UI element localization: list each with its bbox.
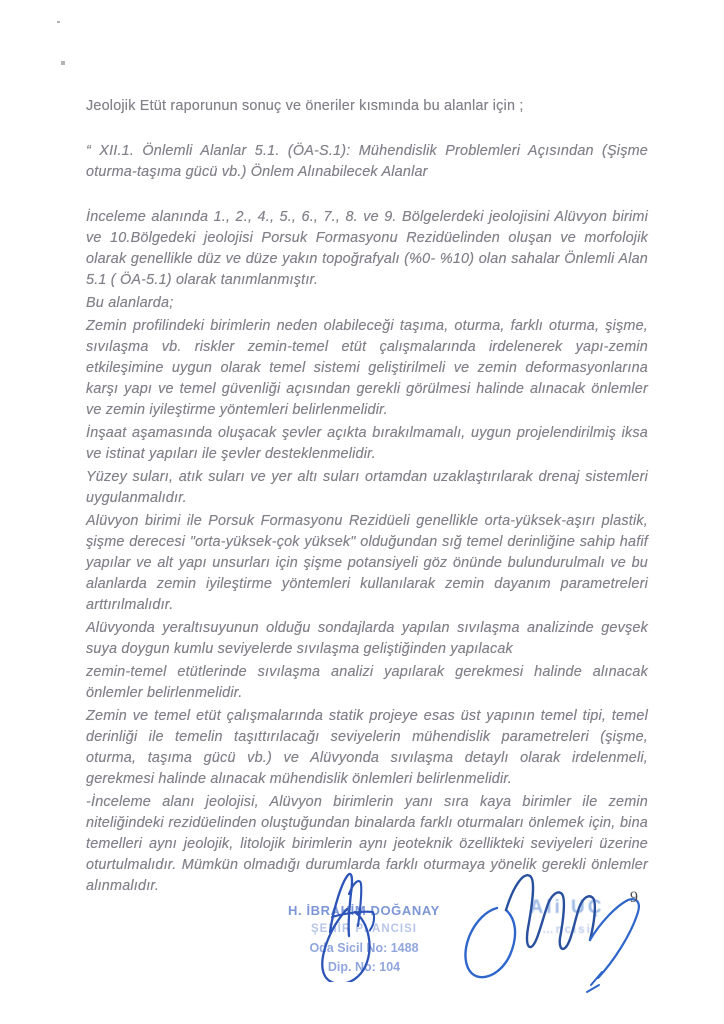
stamp-left-registry: Oda Sicil No: 1488 <box>309 941 419 955</box>
body-paragraph: Bu alanlarda; <box>86 295 174 311</box>
stamp-right-title: …ncisi <box>542 924 592 936</box>
stamp-left-name: H. İBRAHİM DOĞANAY <box>288 903 440 918</box>
body-paragraph: zemin-temel etütlerinde sıvılaşma analizi yapılarak gerekmesi halinde alınacak önlemler belirlenmelidir. <box>86 664 648 701</box>
stamp-right-name: Ali UÇ <box>529 897 605 918</box>
body-paragraph: İnşaat aşamasında oluşacak şevler açıkta bırakılmamalı, uygun projelendirilmiş iksa ve istinat yapıları ile şevler desteklenmelidir. <box>86 425 648 462</box>
signature-right <box>452 868 648 1000</box>
scan-speck <box>61 61 65 65</box>
body-paragraph: Zemin ve temel etüt çalışmalarında statik projeye esas üst yapının temel tipi, temel derinliği ile temelin taşıttırılacağı seviyelerin mühendislik parametreleri (şişme, oturma, taşıma gücü vb.) ve Alüvyonda sıvılaşma detaylı olarak irdelenmeli, gerekmesi halinde alınacak mühendislik önlemleri belirlenmelidir. <box>86 708 648 787</box>
intro-line: Jeolojik Etüt raporunun sonuç ve öneriler kısmında bu alanlar için ; <box>86 98 524 114</box>
body-paragraph: Alüvyonda yeraltısuyunun olduğu sondajlarda yapılan sıvılaşma analizinde gevşek suya doygun kumlu seviyelerde sıvılaşma geliştiğinden yapılacak <box>86 620 648 657</box>
body-paragraph: İnceleme alanında 1., 2., 4., 5., 6., 7., 8. ve 9. Bölgelerdeki jeolojisini Alüvyon birimi ve 10.Bölgedeki jeolojisi Porsuk Formasyonu Rezidüelinden oluşan ve morfolojik olarak genellikle düz ve düze yakın topoğrafyalı (%0- %10) olan sahalar Önlemli Alan 5.1 ( ÖA-5.1) olarak tanımlanmıştır. <box>86 209 648 288</box>
stamp-left-title: ŞEHİR PLANCISI <box>310 923 417 935</box>
body-paragraph: Yüzey suları, atık suları ve yer altı suları ortamdan uzaklaştırılarak drenaj sistemleri uygulanmalıdır. <box>86 469 648 506</box>
body-paragraph: Alüvyon birimi ile Porsuk Formasyonu Rezidüeli genellikle orta-yüksek-aşırı plastik, şişme derecesi "orta-yüksek-çok yüksek" olduğundan sığ temel derinliğine sahip hafif yapılar ve alt yapı unsurları için şişme potansiyeli göz önünde bulundurulmalı ve bu alanlarda zemin iyileştirme yöntemleri kullanılarak zemin dayanım parametreleri arttırılmalıdır. <box>86 513 648 613</box>
quoted-heading: “ XII.1. Önlemli Alanlar 5.1. (ÖA-S.1): Mühendislik Problemleri Açısından (Şişme oturma-taşıma gücü vb.) Önlem Alınabilecek Alanlar <box>86 143 648 180</box>
signature-left <box>310 870 394 982</box>
body-paragraph: -İnceleme alanı jeolojisi, Alüvyon birimlerin yanı sıra kaya birimler ile zemin niteliğindeki rezidüelinden oluştuğundan binalarda farklı oturmaları önlemek için, bina temelleri aynı jeolojik, litolojik birimlerin aynı jeoteknik özellikteki seviyeleri üzerine oturtulmalıdır. Mümkün olmadığı durumlarda farklı oturmaya yönelik gerekli önlemler alınmalıdır. <box>86 794 648 894</box>
page-number: 9 <box>630 889 638 906</box>
scan-speck <box>57 21 60 23</box>
body-paragraph: Zemin profilindeki birimlerin neden olabileceği taşıma, oturma, farklı oturma, şişme, sıvılaşma vb. riskler zemin-temel etüt çalışmalarında irdelenerek yapı-zemin etkileşimine uygun olarak temel sistemi geliştirilmeli ve zemin deformasyonlarına karşı yapı ve temel güvenliği açısından gerekli görülmesi halinde alınacak önlemler ve zemin iyileştirme yöntemleri belirlenmelidir. <box>86 318 648 418</box>
report-body <box>86 96 648 899</box>
stamp-left-diploma: Dip. No: 104 <box>327 960 401 974</box>
